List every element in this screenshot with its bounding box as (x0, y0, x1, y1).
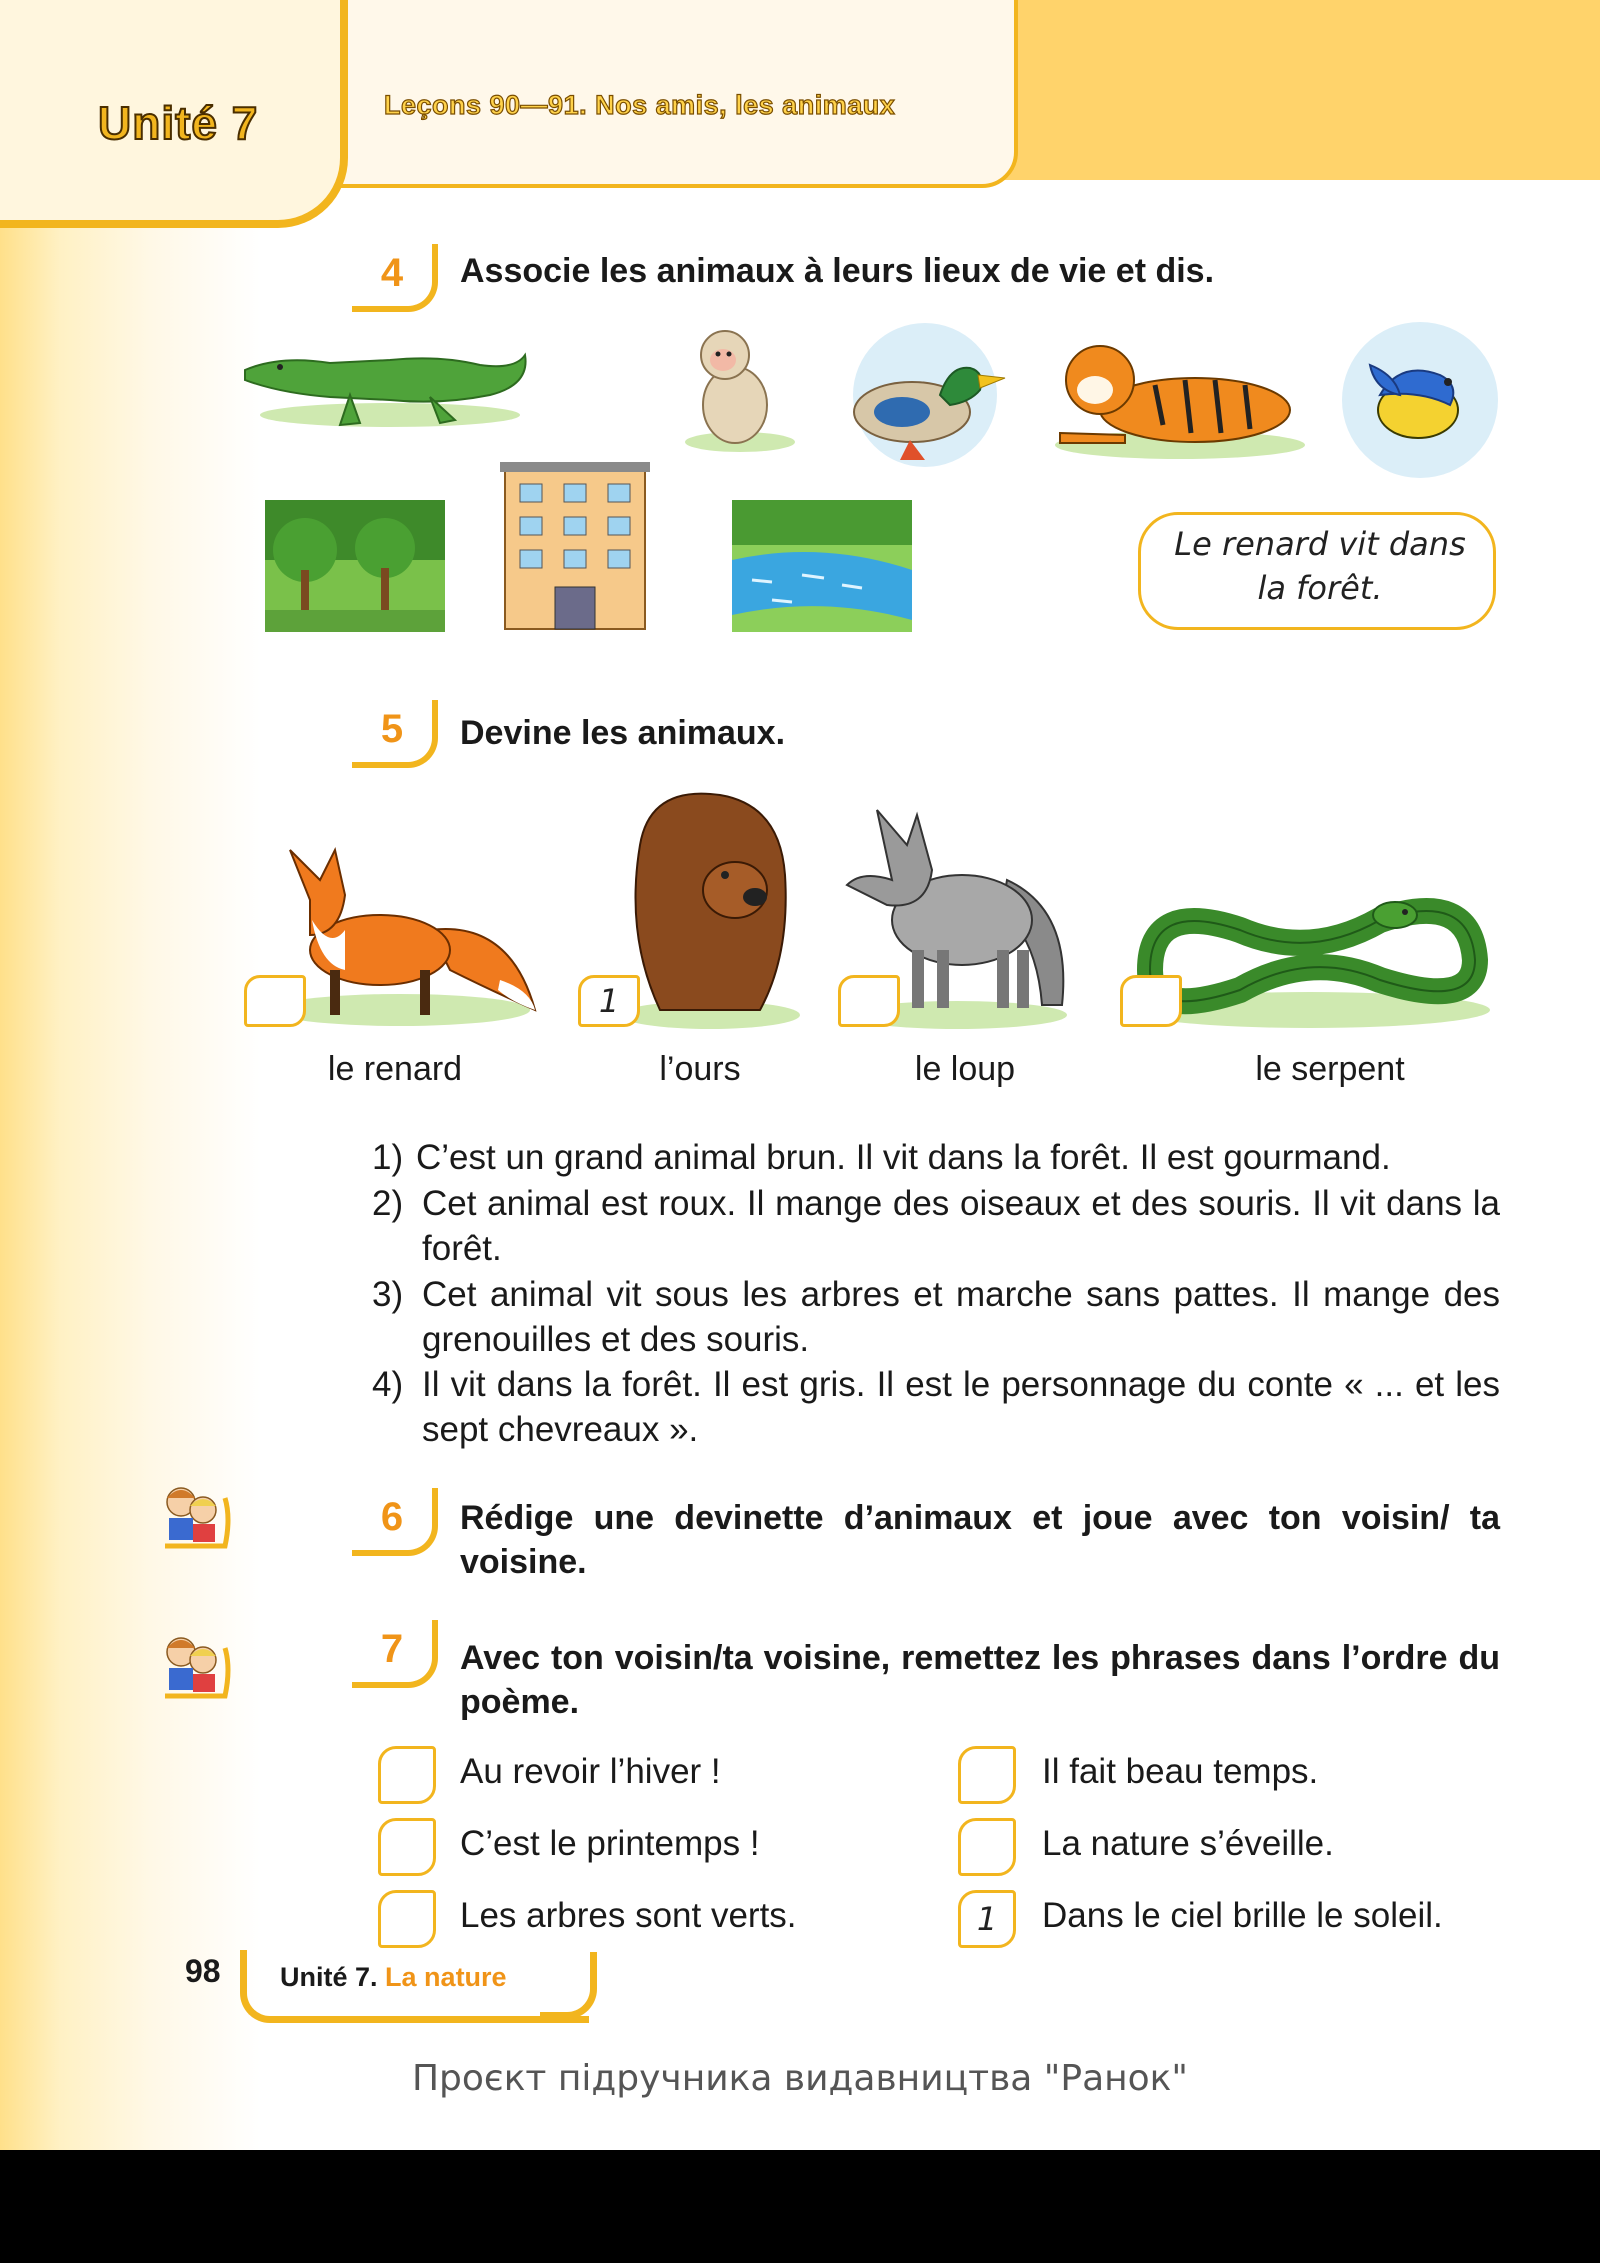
animal-name-serpent: le serpent (1255, 1050, 1405, 1088)
forest-picture (265, 500, 445, 632)
animal-name-loup: le loup (914, 1050, 1016, 1088)
riddle-1-text: C’est un grand animal brun. Il vit dans la forêt. Il est gourmand. (416, 1138, 1391, 1177)
footer-tab-corner (540, 1952, 597, 2019)
order-text-left-3: Les arbres sont verts. (460, 1896, 797, 1935)
footer-unit: Unité 7. (280, 1962, 378, 1992)
footer-unit-title: La nature (385, 1962, 507, 1992)
answer-box-loup[interactable] (838, 975, 900, 1027)
exercise-5-title: Devine les animaux. (460, 714, 786, 752)
order-text-right-2: La nature s’éveille. (1042, 1824, 1334, 1863)
answer-box-serpent[interactable] (1120, 975, 1182, 1027)
answer-box-ours[interactable]: 1 (578, 975, 640, 1027)
monkey-picture (670, 320, 800, 455)
riddle-4-text: Il vit dans la forêt. Il est gris. Il est le personnage du conte « ... et les sept chevreaux ». (422, 1365, 1500, 1449)
riddle-3-number: 3) (372, 1275, 404, 1314)
answer-box-renard[interactable] (244, 975, 306, 1027)
publisher-watermark: Проєкт підручника видавництва "Ранок" (411, 2058, 1188, 2099)
riddle-4 (372, 1362, 1500, 1452)
exercise-7-title: Avec ton voisin/ta voisine, remettez les phrases dans l’ordre du poème. (460, 1639, 1500, 1721)
duck-picture (840, 320, 1015, 470)
order-text-left-1: Au revoir l’hiver ! (460, 1752, 721, 1791)
order-box-right-3[interactable]: 1 (958, 1890, 1016, 1948)
pair-work-icon (155, 1478, 233, 1550)
order-box-left-2[interactable] (378, 1818, 436, 1876)
order-box-left-3[interactable] (378, 1890, 436, 1948)
pair-work-icon (155, 1628, 233, 1700)
riddle-4-number: 4) (372, 1365, 404, 1404)
riddle-3-text: Cet animal vit sous les arbres et marche sans pattes. Il mange des grenouilles et des souris. (422, 1275, 1500, 1359)
animal-name-ours: l’ours (659, 1050, 741, 1088)
order-text-right-3: Dans le ciel brille le soleil. (1042, 1896, 1443, 1935)
order-box-left-1[interactable] (378, 1746, 436, 1804)
riddle-2 (372, 1181, 1500, 1271)
crocodile-picture (240, 325, 530, 435)
riddle-1-number: 1) (372, 1138, 404, 1177)
exercise-7-number: 7 (352, 1620, 438, 1688)
building-picture (500, 462, 650, 634)
tiger-picture (1045, 325, 1310, 465)
exercise-4-title: Associe les animaux à leurs lieux de vie et dis. (460, 252, 1215, 290)
riddle-3 (372, 1272, 1500, 1362)
footer-unit-label (280, 1962, 507, 1993)
exercise-6-number: 6 (352, 1488, 438, 1556)
riddle-2-number: 2) (372, 1184, 404, 1223)
page-number: 98 (185, 1953, 221, 1989)
riddle-2-text: Cet animal est roux. Il mange des oiseaux et des souris. Il vit dans la forêt. (422, 1184, 1500, 1268)
order-box-right-2[interactable] (958, 1818, 1016, 1876)
exercise-4-number: 4 (352, 244, 438, 312)
order-box-right-1[interactable] (958, 1746, 1016, 1804)
exercise-6-title: Rédige une devinette d’animaux et joue avec ton voisin/ ta voisine. (460, 1499, 1500, 1581)
order-text-right-1: Il fait beau temps. (1042, 1752, 1319, 1791)
order-text-left-2: C’est le printemps ! (460, 1824, 760, 1863)
lesson-title: Leçons 90—91. Nos amis, les animaux (384, 90, 896, 120)
animal-name-renard: le renard (327, 1050, 463, 1088)
bird-picture (1340, 320, 1500, 480)
river-picture (732, 500, 912, 632)
unit-label: Unité 7 (98, 97, 259, 149)
riddle-1 (372, 1135, 1500, 1180)
speech-bubble-text: Le renard vit dans la forêt. (1174, 525, 1466, 607)
exercise-5-number: 5 (352, 700, 438, 768)
